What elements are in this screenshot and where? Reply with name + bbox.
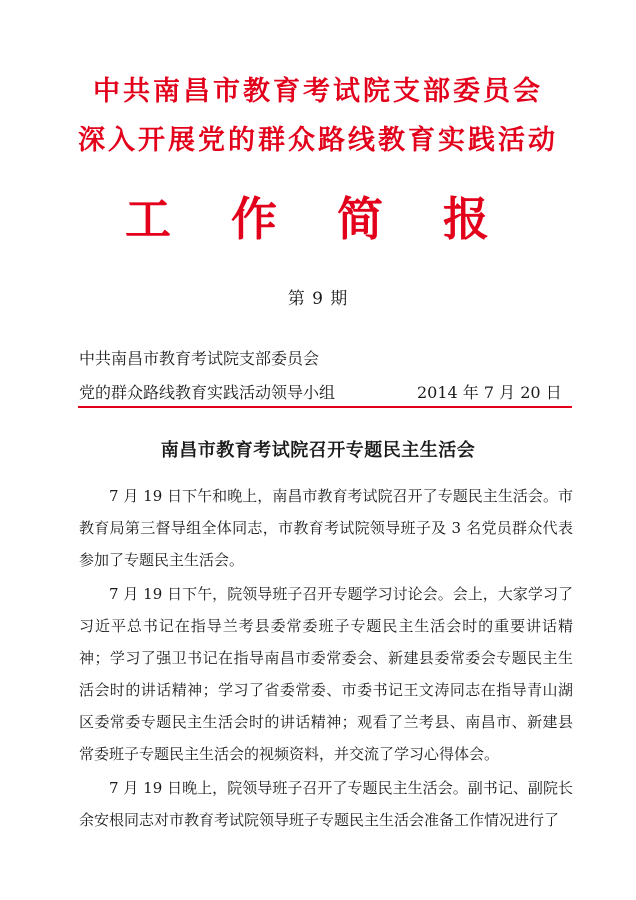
article-paragraph-3: 7 月 19 日晚上，院领导班子召开了专题民主生活会。副书记、副院长余安根同志对市教育考试院领导班子专题民主生活会准备工作情况进行了 [79, 779, 573, 829]
issuing-org-line-1: 中共南昌市教育考试院支部委员会 [79, 349, 320, 368]
report-title: 工 作 简 报 [124, 192, 512, 246]
article-paragraph-1: 7 月 19 日下午和晚上，南昌市教育考试院召开了专题民主生活会。市教育局第三督导组全体同志，市教育考试院领导班子及 3 名党员群众代表参加了专题民主生活会。 [79, 487, 573, 569]
header-line-1: 中共南昌市教育考试院支部委员会 [93, 76, 543, 107]
article-title: 南昌市教育考试院召开专题民主生活会 [160, 440, 476, 461]
issue-number: 第 9 期 [287, 289, 349, 309]
header-line-2: 深入开展党的群众路线教育实践活动 [78, 125, 558, 156]
red-divider [78, 406, 572, 408]
article-paragraph-2: 7 月 19 日下午，院领导班子召开专题学习讨论会。会上，大家学习了习近平总书记在指导兰考县委常委班子专题民主生活会时的重要讲话精神；学习了强卫书记在指导南昌市委常委会、新建县委常委会专题民主生活会时的讲话精神；学习了省委常委、市委书记王文涛同志在指导青山湖区委常委专题民主生活会时的讲话精神；观看了兰考县、南昌市、新建县常委班子专题民主生活会的视频资料，并交流了学习心得体会。 [79, 585, 573, 763]
issue-date: 2014 年 7 月 20 日 [417, 383, 562, 402]
issuing-org-line-2: 党的群众路线教育实践活动领导小组 [79, 383, 336, 402]
